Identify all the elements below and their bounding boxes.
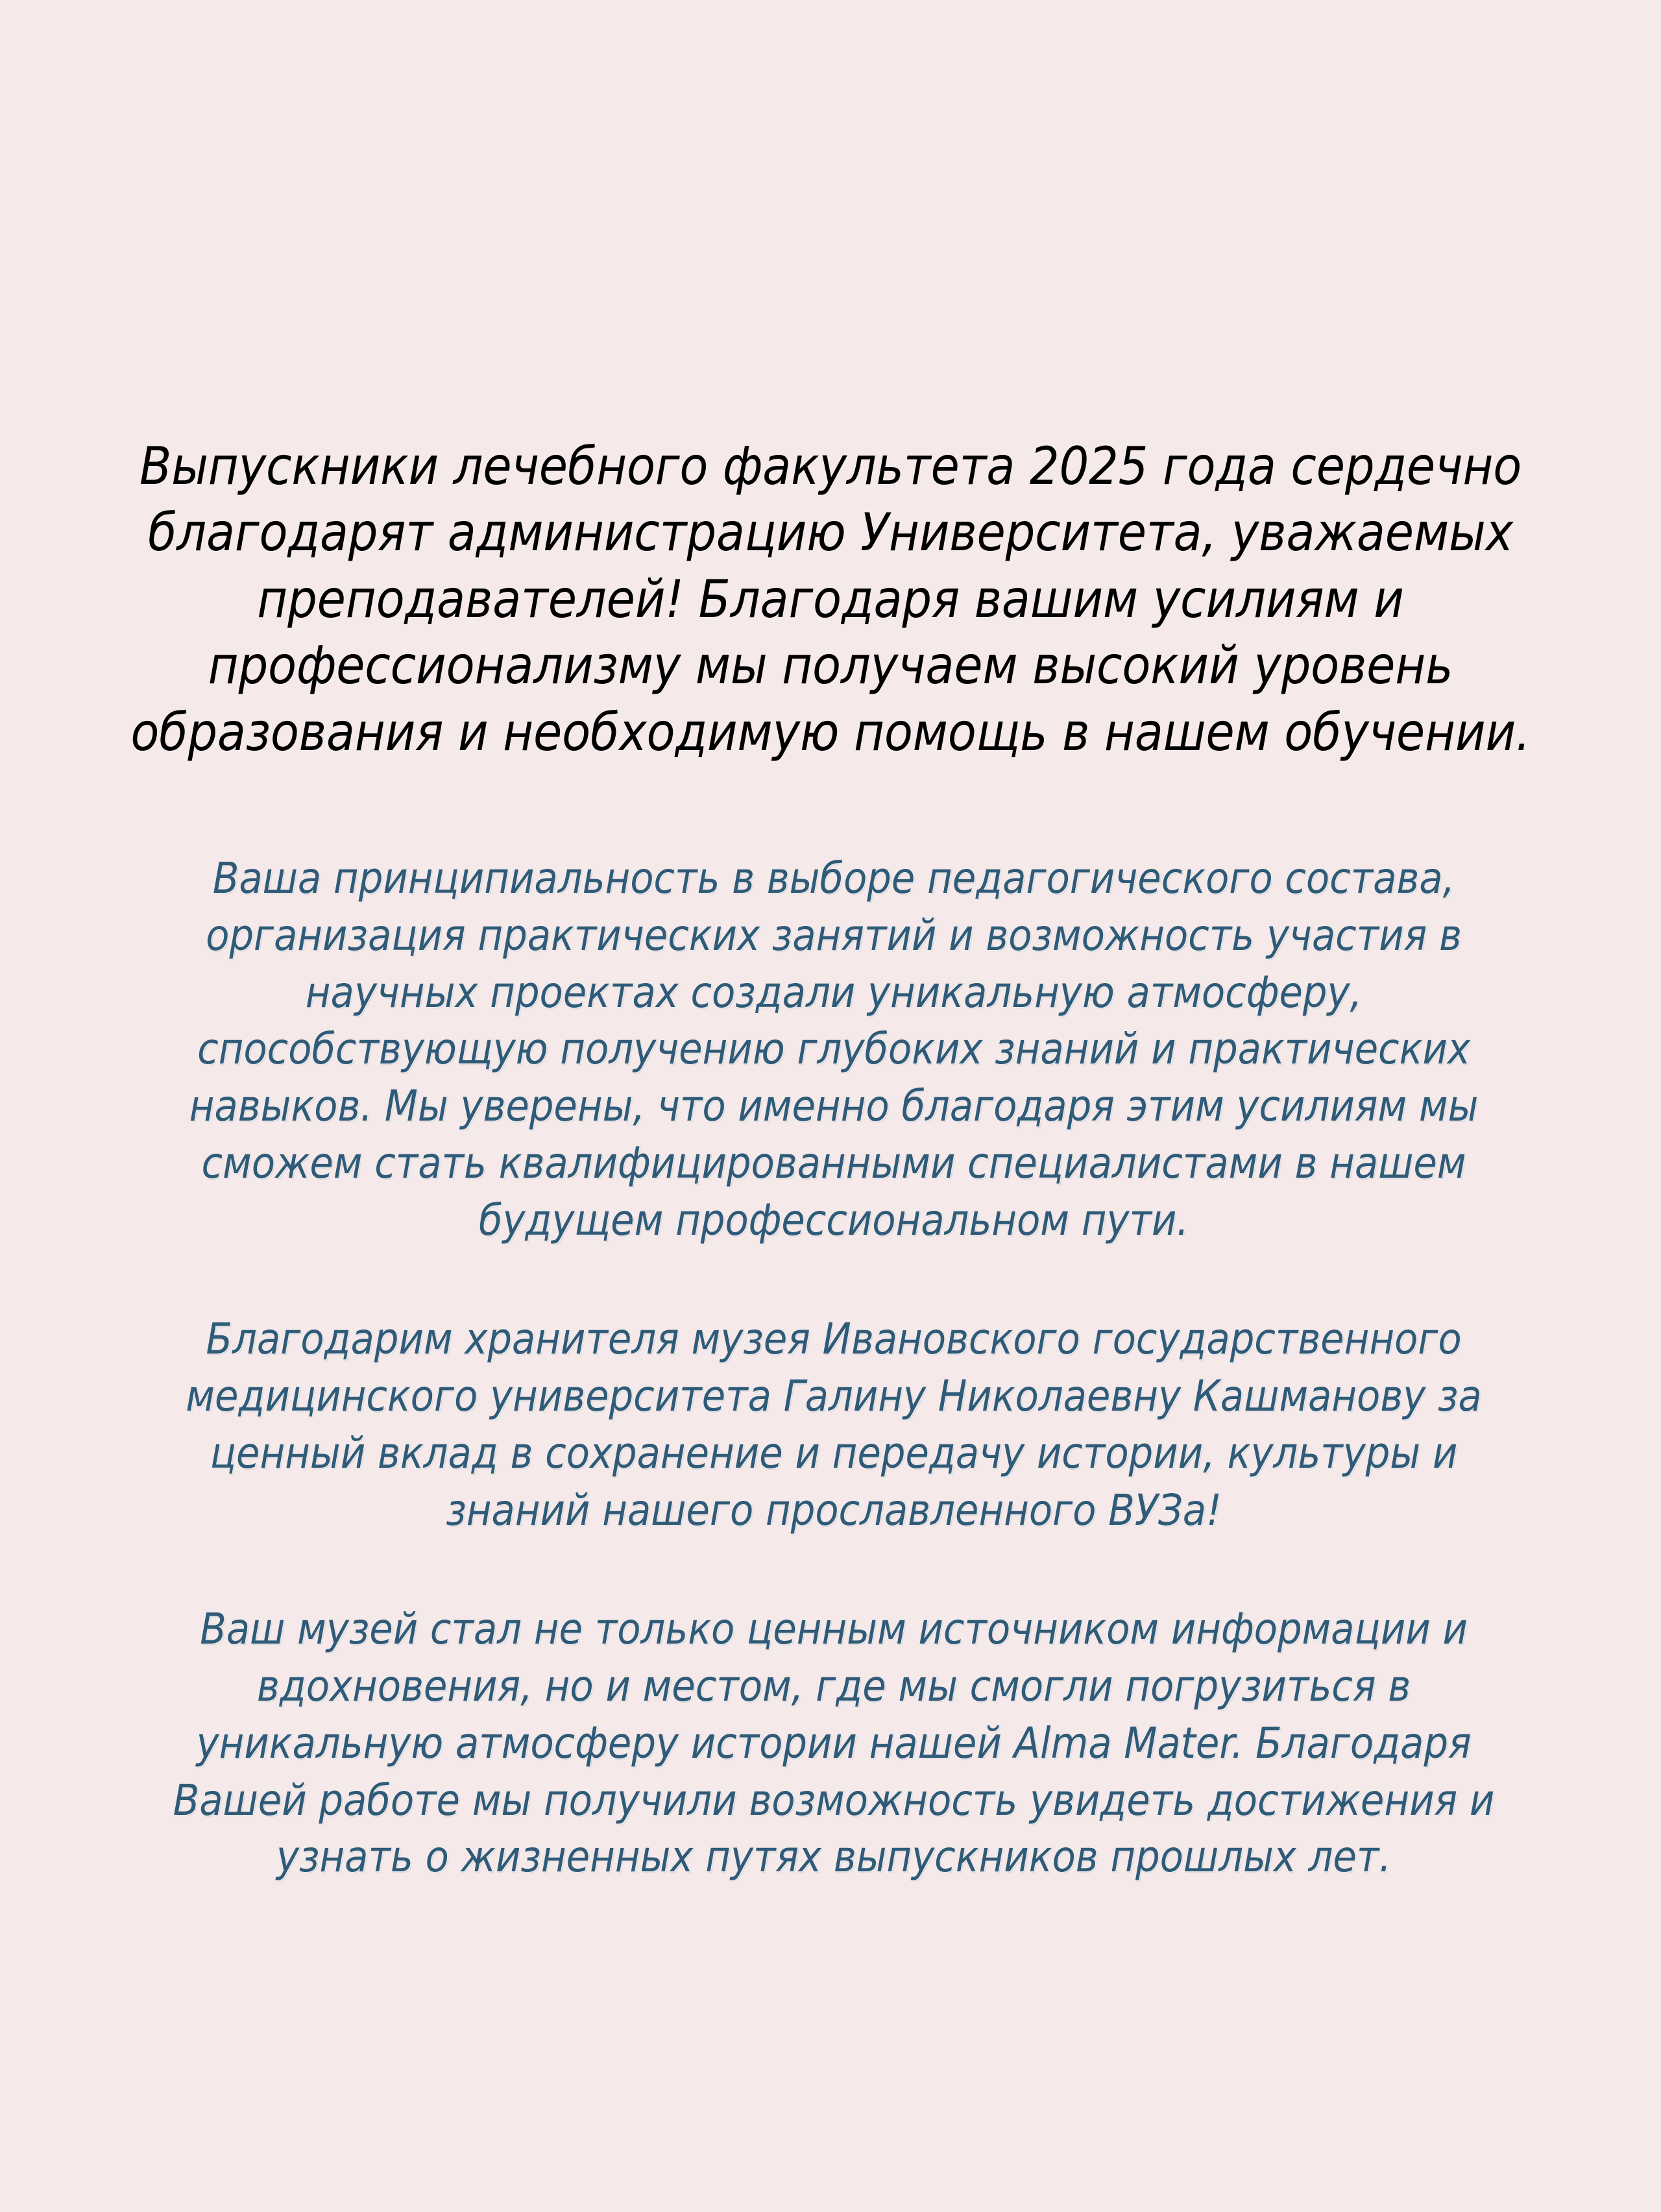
intro-paragraph: Выпускники лечебного факультета 2025 года сердечно благодарят администрацию Университета, уважаемых преподавателей! Благодаря вашим усилиям и профессионализму мы получаем высокий уровень образования и необходимую помощь в нашем обучении. [130,436,1531,762]
body-section [165,807,1502,1928]
intro-section [123,382,1538,818]
paragraph-gratitude-faculty: Ваша принципиальность в выборе педагогического состава, организация практических занятий и возможность участия в научных проектах создали уникальную атмосферу, способствующую получению глубоких знаний и практических навыков. Мы уверены, что именно благодаря этим усилиям мы сможем стать квалифицированными специалистами в нашем будущем профессиональном пути. [189,853,1479,1245]
paragraph-gratitude-museum-keeper: Благодарим хранителя музея Ивановского государственного медицинского университета Галину Николаевну Кашманову за ценный вклад в сохранение и передачу истории, культуры и знаний нашего прославленного ВУЗа! [186,1314,1482,1535]
paragraph-gratitude-museum: Ваш музей стал не только ценным источником информации и вдохновения, но и местом, где мы смогли погрузиться в уникальную атмосферу истории нашей Alma Mater. Благодаря Вашей работе мы получили возможность увидеть достижения и узнать о жизненных путях выпускников прошлых лет. [173,1604,1495,1882]
